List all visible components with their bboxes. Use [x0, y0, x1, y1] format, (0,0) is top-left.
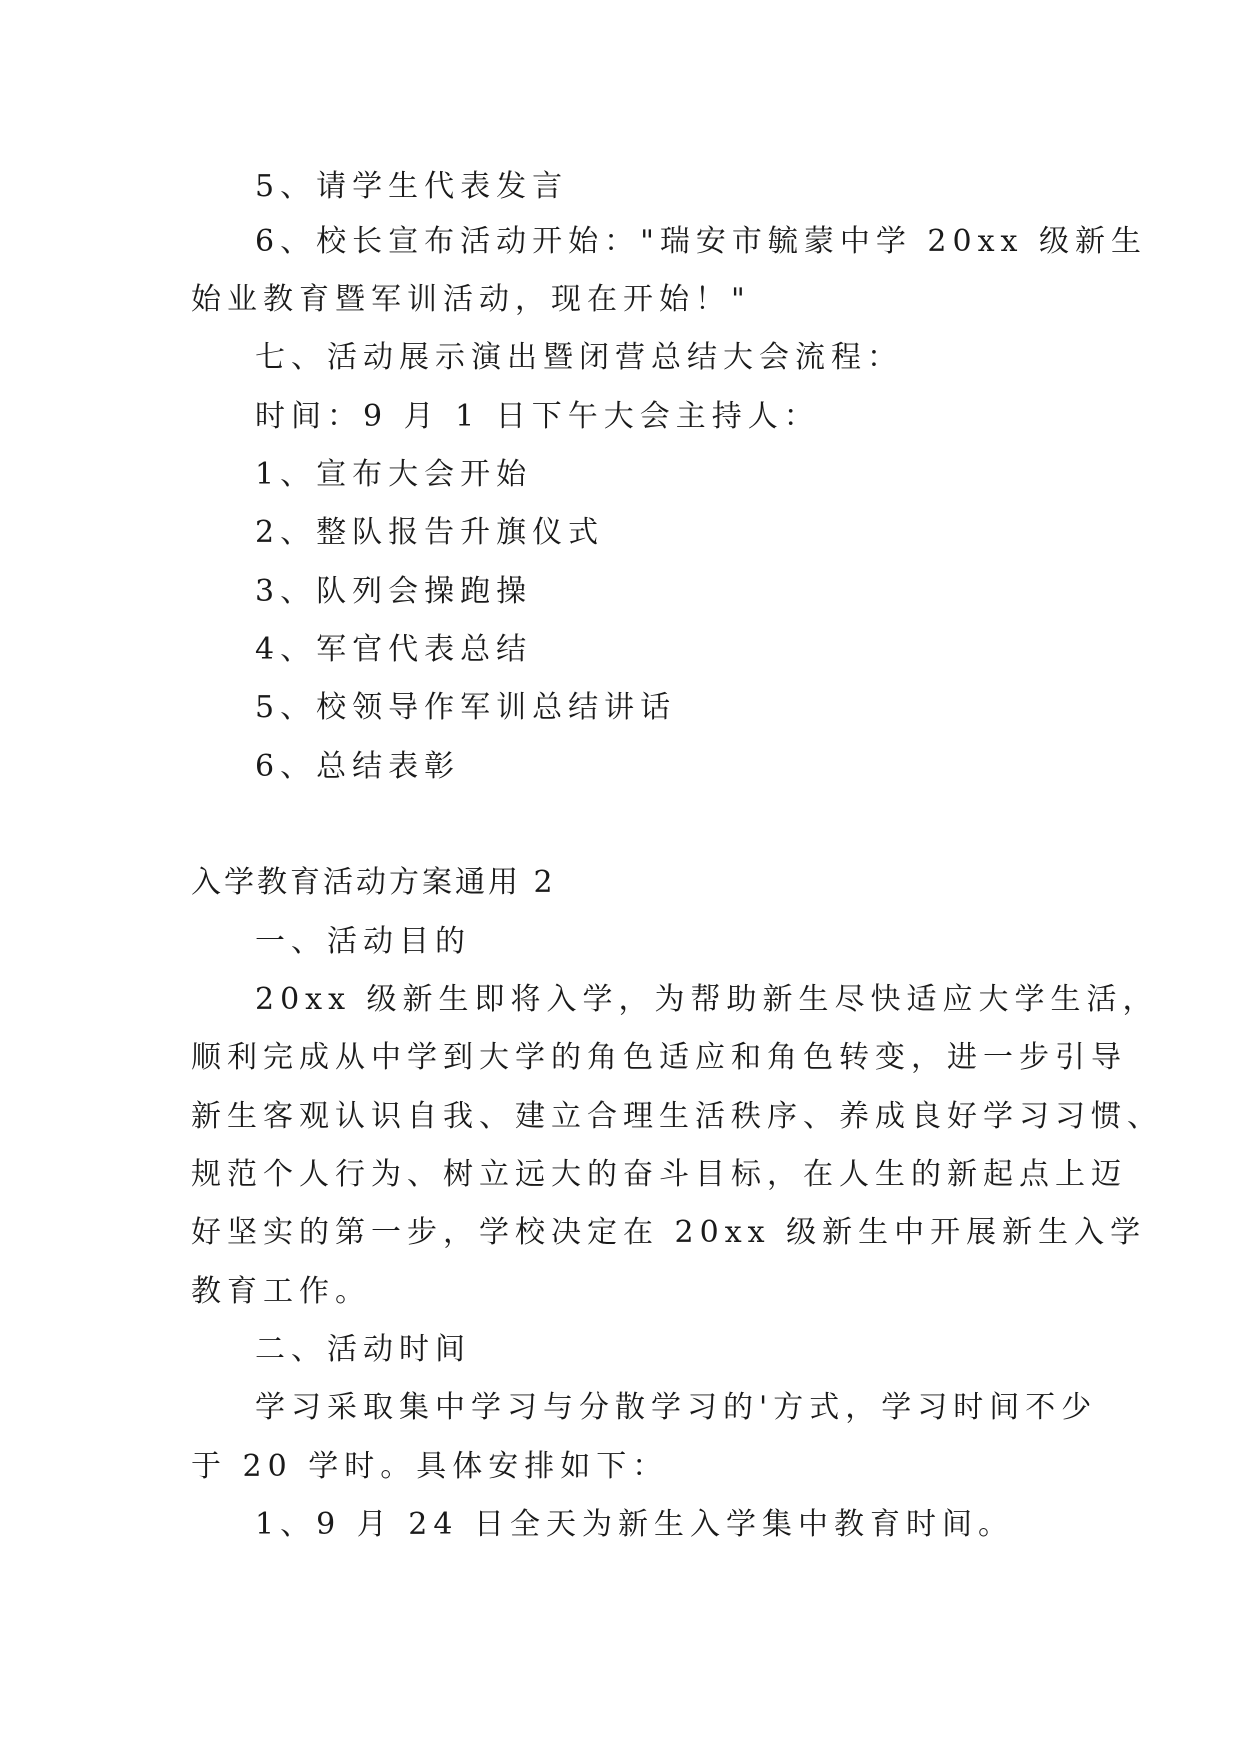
section-heading: 入学教育活动方案通用 2 [191, 865, 556, 900]
text-line: 七、活动展示演出暨闭营总结大会流程： [255, 340, 903, 375]
text-line: 于 20 学时。具体安排如下： [191, 1449, 669, 1484]
text-line: 新生客观认识自我、建立合理生活秩序、养成良好学习习惯、 [191, 1099, 1163, 1134]
text-line: 1、宣布大会开始 [255, 457, 533, 492]
text-line: 好坚实的第一步，学校决定在 20xx 级新生中开展新生入学 [191, 1215, 1147, 1250]
text-line: 1、9 月 24 日全天为新生入学集中教育时间。 [255, 1507, 1014, 1542]
text-line: 20xx 级新生即将入学，为帮助新生尽快适应大学生活， [255, 982, 1159, 1017]
text-line: 2、整队报告升旗仪式 [255, 515, 605, 550]
text-line: 5、请学生代表发言 [255, 169, 569, 204]
text-line: 3、队列会操跑操 [255, 574, 533, 609]
text-line: 顺利完成从中学到大学的角色适应和角色转变，进一步引导 [191, 1040, 1127, 1075]
text-line: 学习采取集中学习与分散学习的'方式，学习时间不少 [255, 1390, 1098, 1425]
text-line: 4、军官代表总结 [255, 632, 533, 667]
text-line: 教育工作。 [191, 1274, 371, 1309]
text-line: 6、总结表彰 [255, 749, 461, 784]
text-line: 始业教育暨军训活动，现在开始！" [191, 282, 751, 317]
text-line: 规范个人行为、树立远大的奋斗目标，在人生的新起点上迈 [191, 1157, 1127, 1192]
text-line: 一、活动目的 [255, 924, 471, 959]
text-line: 二、活动时间 [255, 1332, 471, 1367]
text-line: 时间：9 月 1 日下午大会主持人： [255, 399, 820, 434]
text-line: 5、校领导作军训总结讲话 [255, 690, 677, 725]
text-line: 6、校长宣布活动开始："瑞安市毓蒙中学 20xx 级新生 [255, 224, 1147, 259]
